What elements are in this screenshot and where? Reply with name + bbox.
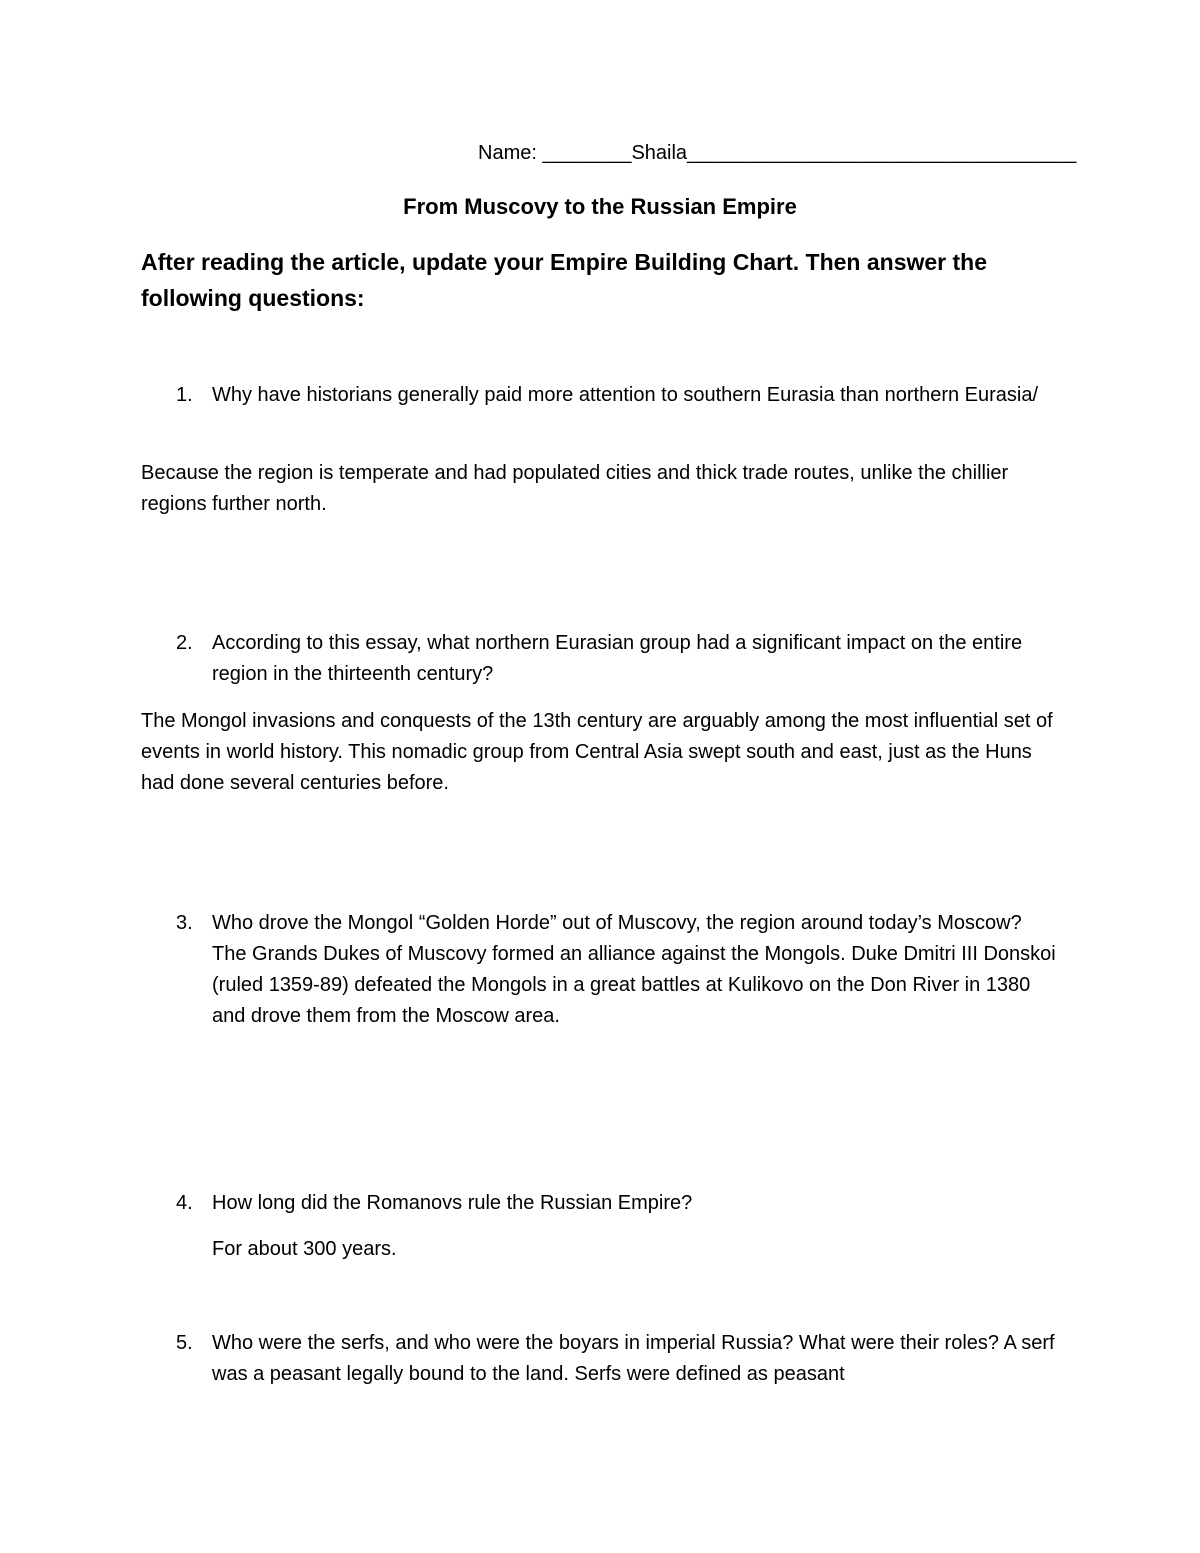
- question-5: [176, 1328, 1056, 1390]
- question-3: [176, 908, 1056, 1032]
- question-1: [176, 380, 1056, 411]
- page-title: From Muscovy to the Russian Empire: [403, 194, 797, 219]
- question-text: Why have historians generally paid more attention to southern Eurasia than northern Eurasia/: [212, 384, 1039, 406]
- question-number: 1.: [176, 384, 193, 406]
- question-number: 4.: [176, 1192, 193, 1214]
- instructions: After reading the article, update your Empire Building Chart. Then answer the following questions:: [141, 249, 988, 311]
- question-text: How long did the Romanovs rule the Russian Empire?: [212, 1192, 693, 1214]
- answer-2: The Mongol invasions and conquests of the 13th century are arguably among the most influential set of events in world history. This nomadic group from Central Asia swept south and east, just as the Huns had done several centuries before.: [141, 710, 1053, 794]
- question-text: Who were the serfs, and who were the boyars in imperial Russia? What were their roles? A serf was a peasant legally bound to the land. Serfs were defined as peasant: [212, 1332, 1055, 1385]
- question-number: 2.: [176, 632, 193, 654]
- question-4: [176, 1188, 1056, 1219]
- question-number: 5.: [176, 1332, 193, 1354]
- answer-1: Because the region is temperate and had populated cities and thick trade routes, unlike the chillier regions further north.: [141, 462, 1009, 515]
- question-text: Who drove the Mongol “Golden Horde” out of Muscovy, the region around today’s Moscow? The Grands Dukes of Muscovy formed an alliance against the Mongols. Duke Dmitri III Donskoi (ruled 1359-89) defeated the Mongols in a great battles at Kulikovo on the Don River in 1380 and drove them from the Moscow area.: [212, 912, 1056, 1027]
- answer-4: For about 300 years.: [212, 1238, 397, 1260]
- student-name-line: Name: ________Shaila___________________________________: [478, 142, 1077, 164]
- question-text: According to this essay, what northern Eurasian group had a significant impact on the entire region in the thirteenth century?: [212, 632, 1023, 685]
- question-number: 3.: [176, 912, 193, 934]
- question-2: [176, 628, 1056, 690]
